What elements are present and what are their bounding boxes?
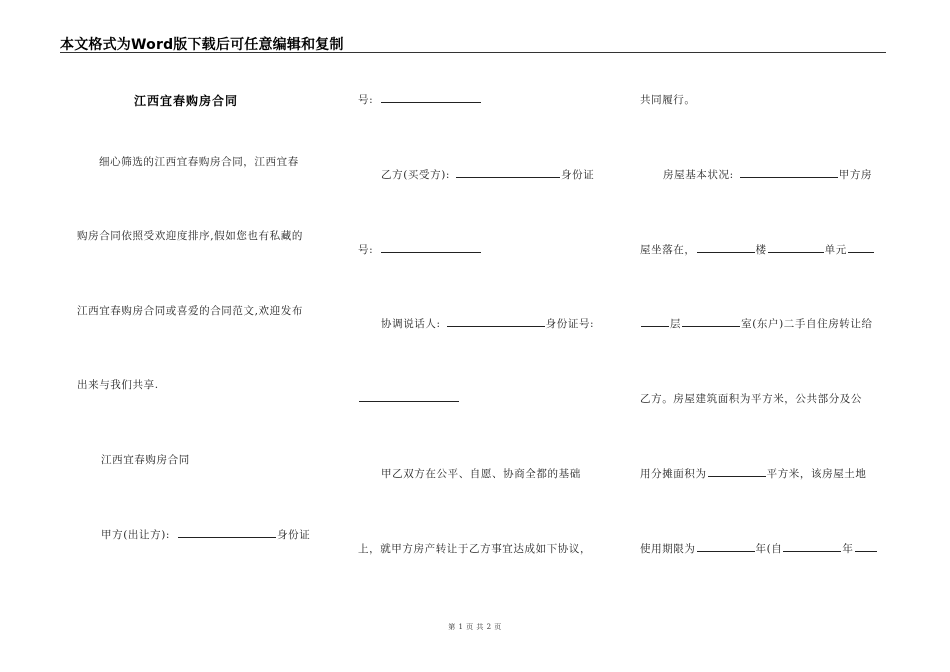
- area-line: [640, 467, 867, 481]
- page-number: 第 1 页 共 2 页: [448, 623, 502, 631]
- text-fragment: 使用期限为: [640, 543, 696, 555]
- paragraph-line: 出来与我们共享.: [77, 379, 159, 391]
- fill-in-blank: [682, 317, 740, 327]
- fill-in-blank: [447, 317, 545, 327]
- fill-in-blank: [381, 243, 481, 253]
- floor-room-line: [640, 317, 873, 331]
- number-label: 号:: [358, 244, 374, 256]
- party-a-label: 甲方(出让方):: [101, 529, 171, 541]
- text-fragment: 年(自: [755, 543, 783, 555]
- mediator-label: 协调说话人:: [381, 318, 441, 330]
- fill-in-blank: [456, 168, 560, 178]
- paragraph-line: 乙方。房屋建筑面积为平方米，公共部分及公: [640, 393, 862, 405]
- text-fragment: 甲方房: [838, 169, 873, 181]
- term-line: [640, 542, 878, 556]
- id-card-label: 身份证: [277, 529, 311, 541]
- paragraph-line: 江西宜春购房合同或喜爱的合同范文,欢迎发布: [77, 305, 303, 317]
- header-divider: [60, 52, 886, 53]
- text-fragment: 层: [670, 318, 682, 330]
- fill-in-blank: [708, 467, 766, 477]
- id-number-label: 身份证号:: [545, 318, 595, 330]
- contract-title: 江西宜春购房合同: [134, 94, 239, 108]
- text-fragment: 屋坐落在，: [640, 244, 696, 256]
- paragraph-line: 购房合同依照受欢迎度排序,假如您也有私藏的: [77, 230, 303, 242]
- fill-in-blank: [697, 542, 755, 552]
- text-fragment: 用分摊面积为: [640, 468, 707, 480]
- text-fragment: 单元: [824, 244, 847, 256]
- id-card-label: 身份证: [561, 169, 595, 181]
- id-number-line: [358, 93, 482, 107]
- party-b-label: 乙方(买受方):: [381, 169, 451, 181]
- paragraph-line: 甲乙双方在公平、自愿、协商全都的基础: [381, 468, 581, 480]
- fill-in-blank: [740, 168, 838, 178]
- text-fragment: 楼: [755, 244, 767, 256]
- fill-in-blank: [768, 243, 824, 253]
- property-status-line: [663, 168, 872, 182]
- text-fragment: 平方米，该房屋土地: [766, 468, 867, 480]
- property-status-label: 房屋基本状况:: [663, 169, 734, 181]
- text-fragment: 年: [842, 543, 854, 555]
- fill-in-blank: [848, 243, 874, 253]
- paragraph-line: 上，就甲方房产转让于乙方事宜达成如下协议，: [358, 543, 592, 555]
- document-header: 本文格式为Word版下载后可任意编辑和复制: [60, 37, 344, 53]
- fill-in-blank: [359, 392, 459, 402]
- section-heading: 江西宜春购房合同: [101, 454, 190, 466]
- number-label: 号:: [358, 94, 374, 106]
- mediator-line: [381, 317, 594, 331]
- fill-in-blank: [381, 93, 481, 103]
- party-b-line: [381, 168, 594, 182]
- location-line: [640, 243, 875, 257]
- fill-in-blank: [178, 528, 276, 538]
- text-fragment: 室(东户)二手自住房转让给: [741, 318, 873, 330]
- id-number-line: [358, 243, 482, 257]
- fill-in-blank: [783, 542, 841, 552]
- fill-in-blank: [855, 542, 877, 552]
- fill-in-blank: [641, 317, 669, 327]
- party-a-line: [101, 528, 310, 542]
- blank-line: [358, 392, 460, 406]
- paragraph-line: 共同履行。: [640, 94, 696, 106]
- fill-in-blank: [697, 243, 755, 253]
- paragraph-line: 细心筛选的江西宜春购房合同，江西宜春: [99, 156, 299, 168]
